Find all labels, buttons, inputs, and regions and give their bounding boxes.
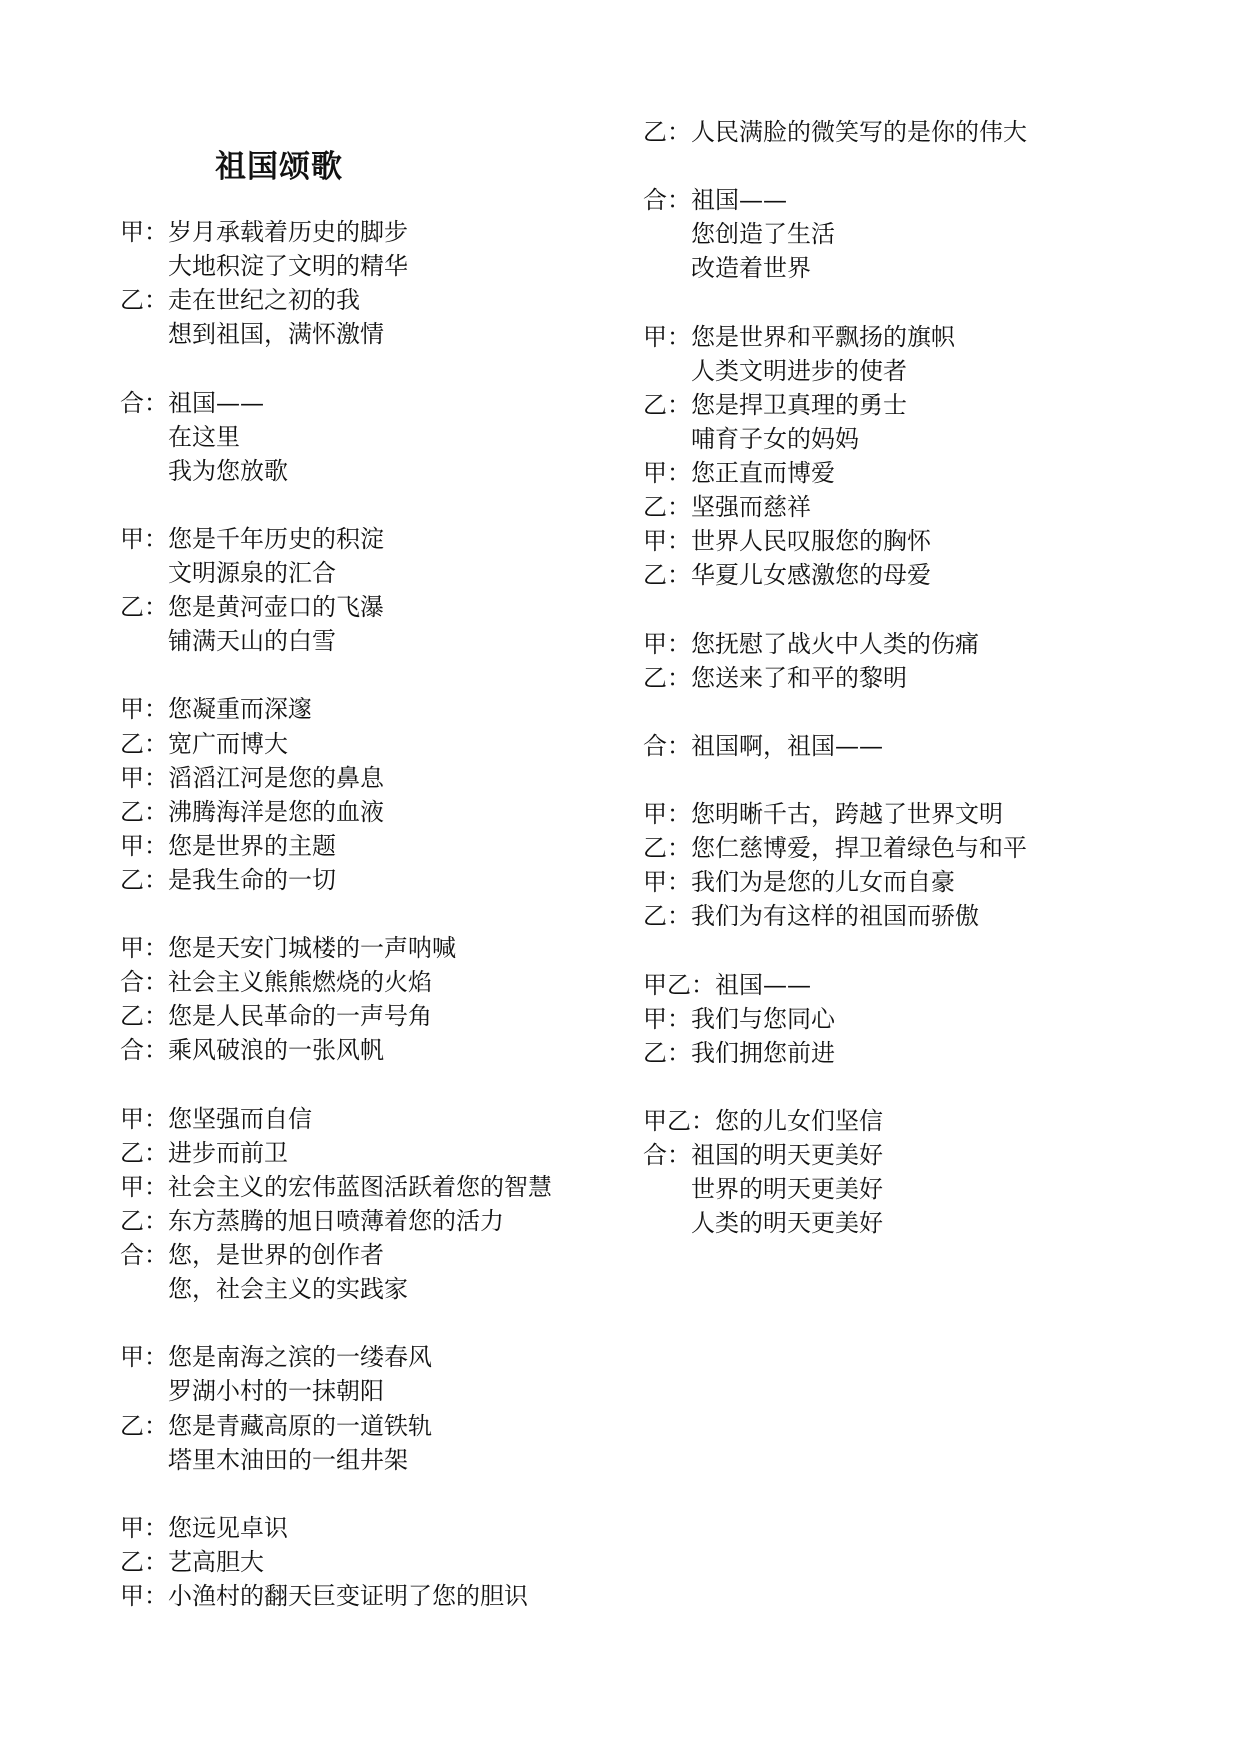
speaker-label: 甲： xyxy=(120,831,168,860)
speaker-label: 乙： xyxy=(643,118,691,146)
speaker-label: 甲： xyxy=(643,527,691,556)
speaker-label: 乙： xyxy=(120,1002,168,1031)
speaker-label: 甲： xyxy=(643,322,691,351)
script-line xyxy=(120,1001,432,1031)
speaker-label: 乙： xyxy=(643,390,691,419)
line-text: 想到祖国，满怀激情 xyxy=(168,320,384,349)
speaker-label: 甲： xyxy=(120,1513,168,1542)
script-line xyxy=(120,1104,312,1134)
speaker-label: 乙： xyxy=(120,797,168,826)
line-text: 您是南海之滨的一缕春风 xyxy=(168,1343,432,1372)
script-line xyxy=(643,867,955,897)
script-line xyxy=(643,799,1003,829)
line-text: 大地积淀了文明的精华 xyxy=(168,252,408,281)
speaker-label: 乙： xyxy=(120,1411,168,1440)
speaker-label: 合： xyxy=(120,388,168,417)
line-text: 您创造了生活 xyxy=(691,220,835,249)
script-line xyxy=(120,1547,264,1577)
speaker-label: 乙： xyxy=(120,729,168,758)
speaker-label: 甲： xyxy=(120,763,168,792)
script-line xyxy=(643,970,811,1000)
speaker-label: 甲： xyxy=(120,218,168,246)
speaker-label: 乙： xyxy=(120,593,168,622)
script-line xyxy=(120,524,384,554)
script-line xyxy=(120,729,288,759)
line-text: 您的儿女们坚信 xyxy=(715,1106,883,1135)
script-line xyxy=(120,865,336,895)
script-line xyxy=(643,560,931,590)
line-text: 您，社会主义的实践家 xyxy=(168,1275,408,1304)
speaker-label: 乙： xyxy=(120,865,168,894)
speaker-label: 乙： xyxy=(120,1547,168,1576)
script-line xyxy=(643,629,979,659)
script-line xyxy=(120,1513,288,1543)
line-text: 人类的明天更美好 xyxy=(691,1209,883,1238)
script-line xyxy=(120,217,408,247)
line-text: 我们与您同心 xyxy=(691,1004,835,1033)
speaker-label: 乙： xyxy=(643,561,691,590)
script-line xyxy=(120,422,240,452)
line-text: 您是世界和平飘扬的旗帜 xyxy=(691,322,955,351)
line-text: 东方蒸腾的旭日喷薄着您的活力 xyxy=(168,1206,504,1235)
speaker-label: 合： xyxy=(643,186,691,215)
line-text: 您明晰千古，跨越了世界文明 xyxy=(691,800,1003,828)
line-text: 沸腾海洋是您的血液 xyxy=(168,797,384,826)
line-text: 您是黄河壶口的飞瀑 xyxy=(168,593,384,622)
line-text: 祖国啊，祖国—— xyxy=(691,731,883,760)
script-line xyxy=(120,1411,432,1441)
script-line xyxy=(643,1106,883,1136)
line-text: 您，是世界的创作者 xyxy=(168,1241,384,1269)
speaker-label: 合： xyxy=(120,1036,168,1065)
script-line xyxy=(120,763,384,793)
script-line xyxy=(120,1206,504,1236)
line-text: 滔滔江河是您的鼻息 xyxy=(168,763,384,792)
script-line xyxy=(120,831,336,861)
line-text: 您正直而博爱 xyxy=(691,459,835,487)
speaker-label: 乙： xyxy=(643,1038,691,1067)
line-text: 塔里木油田的一组井架 xyxy=(168,1445,408,1474)
script-line xyxy=(643,356,907,386)
script-line xyxy=(643,117,1027,147)
speaker-label: 甲： xyxy=(120,524,168,553)
line-text: 进步而前卫 xyxy=(168,1138,288,1167)
speaker-label: 甲： xyxy=(120,1172,168,1201)
script-line xyxy=(120,319,384,349)
line-text: 祖国—— xyxy=(168,388,264,417)
speaker-label: 乙： xyxy=(120,1138,168,1167)
line-text: 您送来了和平的黎明 xyxy=(691,663,907,692)
line-text: 罗湖小村的一抹朝阳 xyxy=(168,1377,384,1406)
line-text: 您仁慈博爱，捍卫着绿色与和平 xyxy=(691,834,1027,863)
script-line xyxy=(643,1174,883,1204)
line-text: 人类文明进步的使者 xyxy=(691,356,907,385)
speaker-label: 乙： xyxy=(120,1206,168,1235)
speaker-label: 乙： xyxy=(643,493,691,522)
script-line xyxy=(120,1274,408,1304)
speaker-label: 合： xyxy=(120,968,168,997)
speaker-label: 甲： xyxy=(643,629,691,658)
script-line xyxy=(120,797,384,827)
line-text: 祖国—— xyxy=(715,970,811,999)
line-text: 您是青藏高原的一道铁轨 xyxy=(168,1411,432,1440)
script-line xyxy=(120,933,456,963)
script-line xyxy=(120,967,432,997)
line-text: 走在世纪之初的我 xyxy=(168,286,360,315)
line-text: 社会主义的宏伟蓝图活跃着您的智慧 xyxy=(168,1172,552,1201)
line-text: 改造着世界 xyxy=(691,254,811,283)
line-text: 您是捍卫真理的勇士 xyxy=(691,390,907,419)
speaker-label: 乙： xyxy=(120,286,168,315)
line-text: 哺育子女的妈妈 xyxy=(691,424,859,453)
speaker-label: 甲： xyxy=(643,868,691,897)
script-line xyxy=(120,1035,384,1065)
line-text: 文明源泉的汇合 xyxy=(168,559,336,587)
line-text: 我们为是您的儿女而自豪 xyxy=(691,868,955,897)
speaker-label: 甲： xyxy=(120,1582,168,1610)
line-text: 岁月承载着历史的脚步 xyxy=(168,218,408,246)
script-line xyxy=(643,833,1027,863)
script-line xyxy=(120,558,336,588)
line-text: 祖国的明天更美好 xyxy=(691,1141,883,1169)
speaker-label: 合： xyxy=(120,1241,168,1269)
speaker-label: 甲乙： xyxy=(643,970,715,999)
script-line xyxy=(120,388,264,418)
script-line xyxy=(643,322,955,352)
script-line xyxy=(643,424,859,454)
script-line xyxy=(120,1342,432,1372)
line-text: 宽广而博大 xyxy=(168,729,288,758)
script-line xyxy=(643,390,907,420)
speaker-label: 甲： xyxy=(120,1104,168,1133)
page-title: 祖国颂歌 xyxy=(215,148,343,185)
line-text: 在这里 xyxy=(168,422,240,451)
script-line xyxy=(643,1004,835,1034)
line-text: 人民满脸的微笑写的是你的伟大 xyxy=(691,118,1027,146)
speaker-label: 甲： xyxy=(120,695,168,724)
script-line xyxy=(643,185,787,215)
script-line xyxy=(120,1376,384,1406)
script-line xyxy=(120,456,288,486)
line-text: 我为您放歌 xyxy=(168,456,288,485)
speaker-label: 合： xyxy=(643,731,691,760)
line-text: 我们为有这样的祖国而骄傲 xyxy=(691,902,979,931)
speaker-label: 甲乙： xyxy=(643,1106,715,1135)
line-text: 坚强而慈祥 xyxy=(691,493,811,522)
script-line xyxy=(643,901,979,931)
script-line xyxy=(643,219,835,249)
line-text: 铺满天山的白雪 xyxy=(168,627,336,656)
line-text: 世界的明天更美好 xyxy=(691,1175,883,1204)
script-line xyxy=(643,1038,835,1068)
line-text: 小渔村的翻天巨变证明了您的胆识 xyxy=(168,1582,528,1610)
line-text: 您远见卓识 xyxy=(168,1513,288,1542)
script-line xyxy=(120,626,336,656)
line-text: 乘风破浪的一张风帆 xyxy=(168,1036,384,1065)
script-line xyxy=(120,1138,288,1168)
line-text: 您是世界的主题 xyxy=(168,831,336,860)
line-text: 您是千年历史的积淀 xyxy=(168,524,384,553)
line-text: 社会主义熊熊燃烧的火焰 xyxy=(168,968,432,997)
line-text: 我们拥您前进 xyxy=(691,1038,835,1067)
script-line xyxy=(120,1240,384,1270)
script-line xyxy=(643,663,907,693)
line-text: 您是天安门城楼的一声呐喊 xyxy=(168,934,456,963)
script-line xyxy=(120,592,384,622)
script-line xyxy=(120,285,360,315)
speaker-label: 甲： xyxy=(120,934,168,963)
speaker-label: 乙： xyxy=(643,663,691,692)
script-line xyxy=(643,1208,883,1238)
speaker-label: 甲： xyxy=(643,800,691,828)
line-text: 世界人民叹服您的胸怀 xyxy=(691,527,931,556)
speaker-label: 甲： xyxy=(120,1343,168,1372)
line-text: 您坚强而自信 xyxy=(168,1104,312,1133)
speaker-label: 乙： xyxy=(643,902,691,931)
speaker-label: 甲： xyxy=(643,1004,691,1033)
speaker-label: 乙： xyxy=(643,834,691,863)
line-text: 您抚慰了战火中人类的伤痛 xyxy=(691,629,979,658)
script-line xyxy=(120,251,408,281)
speaker-label: 合： xyxy=(643,1141,691,1169)
script-line xyxy=(120,1172,552,1202)
script-line xyxy=(643,492,811,522)
script-line xyxy=(643,731,883,761)
script-line xyxy=(120,1581,528,1611)
speaker-label: 甲： xyxy=(643,459,691,487)
line-text: 华夏儿女感激您的母爱 xyxy=(691,561,931,590)
script-line xyxy=(643,458,835,488)
script-line xyxy=(120,694,312,724)
line-text: 艺高胆大 xyxy=(168,1547,264,1576)
line-text: 您凝重而深邃 xyxy=(168,695,312,724)
script-line xyxy=(643,1140,883,1170)
script-line xyxy=(643,253,811,283)
line-text: 您是人民革命的一声号角 xyxy=(168,1002,432,1031)
script-line xyxy=(120,1445,408,1475)
line-text: 祖国—— xyxy=(691,186,787,215)
script-line xyxy=(643,526,931,556)
line-text: 是我生命的一切 xyxy=(168,865,336,894)
